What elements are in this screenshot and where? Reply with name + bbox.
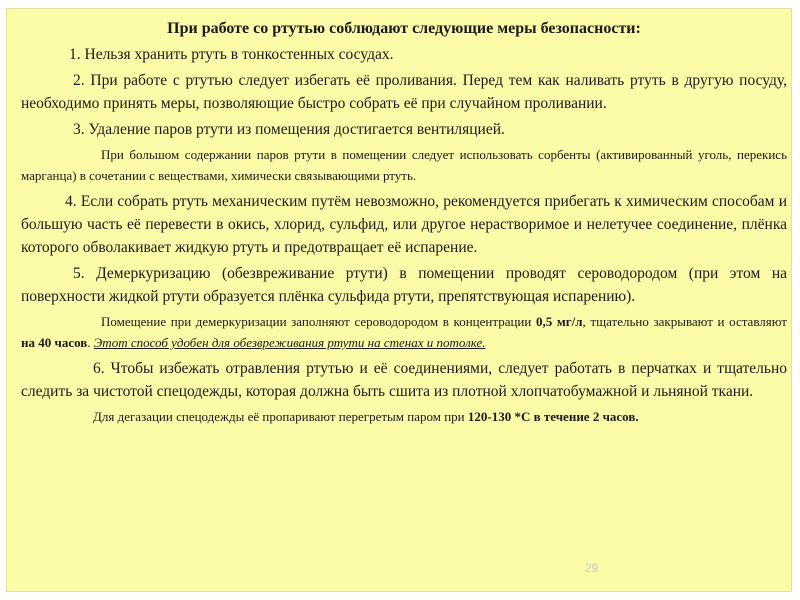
rule-1: 1. Нельзя хранить ртуть в тонкостенных сосудах.: [69, 46, 394, 63]
duration-value: на 40 часов: [21, 335, 88, 350]
rule-3-note: При большом содержании паров ртути в помещении следует использовать сорбенты (активированный уголь, перекись марганца) в сочетании с веществами, химически связывающими ртуть.: [21, 147, 787, 183]
rule-2: 2. При работе с ртутью следует избегать её проливания. Перед тем как наливать ртуть в другую посуду, необходимо принять меры, позволяющие быстро собрать её при случайном проливании.: [21, 72, 787, 112]
temperature-value: 120-130 *С в течение 2 часов: [467, 409, 636, 424]
rule-5-note-text-3: .: [87, 335, 94, 350]
rule-5-emphasis: Этот способ удобен для обезвреживания ртути на стенах и потолке.: [93, 335, 486, 350]
concentration-value: 0,5 мг/л: [535, 314, 583, 329]
rule-6-note-text-2: .: [635, 409, 639, 424]
slide-content: [21, 19, 787, 431]
page-number: 29: [585, 561, 599, 575]
slide-title: При работе со ртутью соблюдают следующие меры безопасности:: [167, 20, 641, 37]
rule-6: 6. Чтобы избежать отравления ртутью и её соединениями, следует работать в перчатках и тщательно следить за чистотой спецодежды, которая должна быть сшита из плотной хлопчатобумажной и льняной ткани.: [21, 360, 787, 400]
slide: [6, 8, 792, 592]
rule-3: 3. Удаление паров ртути из помещения достигается вентиляцией.: [73, 121, 505, 138]
rule-5-note-text-1: Помещение при демеркуризации заполняют сероводородом в концентрации: [101, 314, 536, 329]
rule-5-note-text-2: , тщательно закрывают и оставляют: [582, 314, 787, 329]
rule-6-note-text-1: Для дегазации спецодежды её пропаривают перегретым паром при: [93, 409, 468, 424]
rule-6-note: [21, 406, 787, 427]
rule-5: 5. Демеркуризацию (обезвреживание ртути) в помещении проводят сероводородом (при этом на поверхности жидкой ртути образуется плёнка сульфида ртути, препятствующая испарению).: [21, 265, 787, 305]
rule-4: 4. Если собрать ртуть механическим путём невозможно, рекомендуется прибегать к химическим способам и большую часть её перевести в окись, хлорид, сульфид, или другое нерастворимое и нелетучее соединение, плёнка которого обволакивает жидкую ртуть и предотвращает её испарение.: [21, 193, 787, 256]
rule-5-note: [21, 311, 787, 353]
